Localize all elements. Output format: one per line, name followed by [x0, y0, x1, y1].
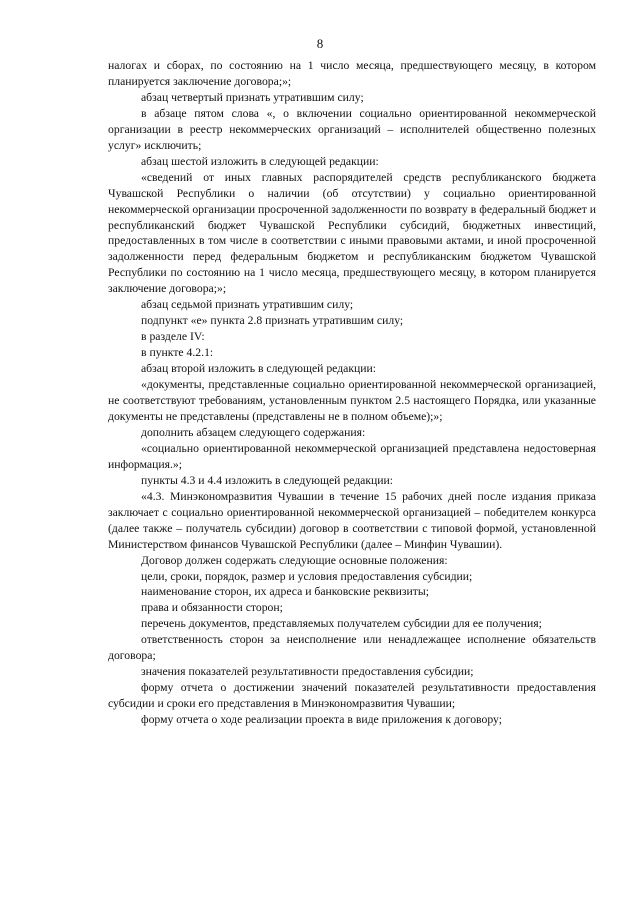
paragraph: налогах и сборах, по состоянию на 1 число месяца, предшествующего месяцу, в котором планируется заключение договора;»; [108, 59, 596, 88]
paragraph: Договор должен содержать следующие основные положения: [141, 553, 448, 567]
paragraph: в абзаце пятом слова «, о включении социально ориентированной некоммерческой организации в реестр некоммерческих организаций – исполнителей общественно полезных услуг» исключить; [108, 106, 596, 152]
paragraph: абзац седьмой признать утратившим силу; [141, 298, 354, 312]
paragraph: «документы, представленные социально ориентированной некоммерческой организацией, не соответствуют требованиям, установленным пунктом 2.5 настоящего Порядка, или указанные документы не представлены (представлены не в полном объеме);»; [108, 378, 596, 423]
paragraph: цели, сроки, порядок, размер и условия предоставления субсидии; [141, 569, 473, 583]
paragraph: в разделе IV: [141, 330, 205, 344]
paragraph: в пункте 4.2.1: [141, 346, 214, 360]
paragraph: наименование сторон, их адреса и банковские реквизиты; [141, 585, 429, 599]
paragraph: абзац второй изложить в следующей редакции: [141, 362, 377, 376]
document-body [108, 58, 596, 728]
paragraph: пункты 4.3 и 4.4 изложить в следующей редакции: [141, 473, 394, 487]
paragraph: «социально ориентированной некоммерческой организацией представлена недостоверная информация.»; [108, 441, 596, 471]
paragraph: «4.3. Минэкономразвития Чувашии в течение 15 рабочих дней после издания приказа заключает с социально ориентированной некоммерческой организацией – победителем конкурса (далее также – получатель субсидии) договор в соответствии с типовой формой, установленной Министерством финансов Чувашской Республики (далее – Минфин Чувашии). [108, 489, 596, 551]
paragraph: права и обязанности сторон; [141, 601, 283, 615]
paragraph: дополнить абзацем следующего содержания: [141, 425, 366, 439]
paragraph: значения показателей результативности предоставления субсидии; [141, 665, 474, 679]
page-number: 8 [316, 36, 324, 51]
paragraph: абзац четвертый признать утратившим силу; [141, 90, 364, 104]
paragraph: форму отчета о ходе реализации проекта в виде приложения к договору; [141, 713, 502, 727]
paragraph: «сведений от иных главных распорядителей средств республиканского бюджета Чувашской Республики о наличии (об отсутствии) у социально ориентированной некоммерческой организации просроченной задолженности по возврату в федеральный бюджет и республиканский бюджет Чувашской Республики субсидий, бюджетных инвестиций, предоставленных в том числе в соответствии с иными правовыми актами, и иной просроченной задолженности перед федеральным бюджетом и республиканским бюджетом Чувашской Республики по состоянию на 1 число месяца, предшествующего месяцу, в котором планируется заключение договора;»; [108, 170, 596, 296]
paragraph: перечень документов, представляемых получателем субсидии для ее получения; [141, 617, 542, 631]
paragraph: ответственность сторон за неисполнение или ненадлежащее исполнение обязательств договора; [108, 633, 596, 663]
paragraph: форму отчета о достижении значений показателей результативности предоставления субсидии и сроки его представления в Минэкономразвития Чувашии; [108, 681, 596, 711]
paragraph: подпункт «е» пункта 2.8 признать утратившим силу; [141, 314, 404, 328]
paragraph: абзац шестой изложить в следующей редакции: [141, 154, 379, 168]
